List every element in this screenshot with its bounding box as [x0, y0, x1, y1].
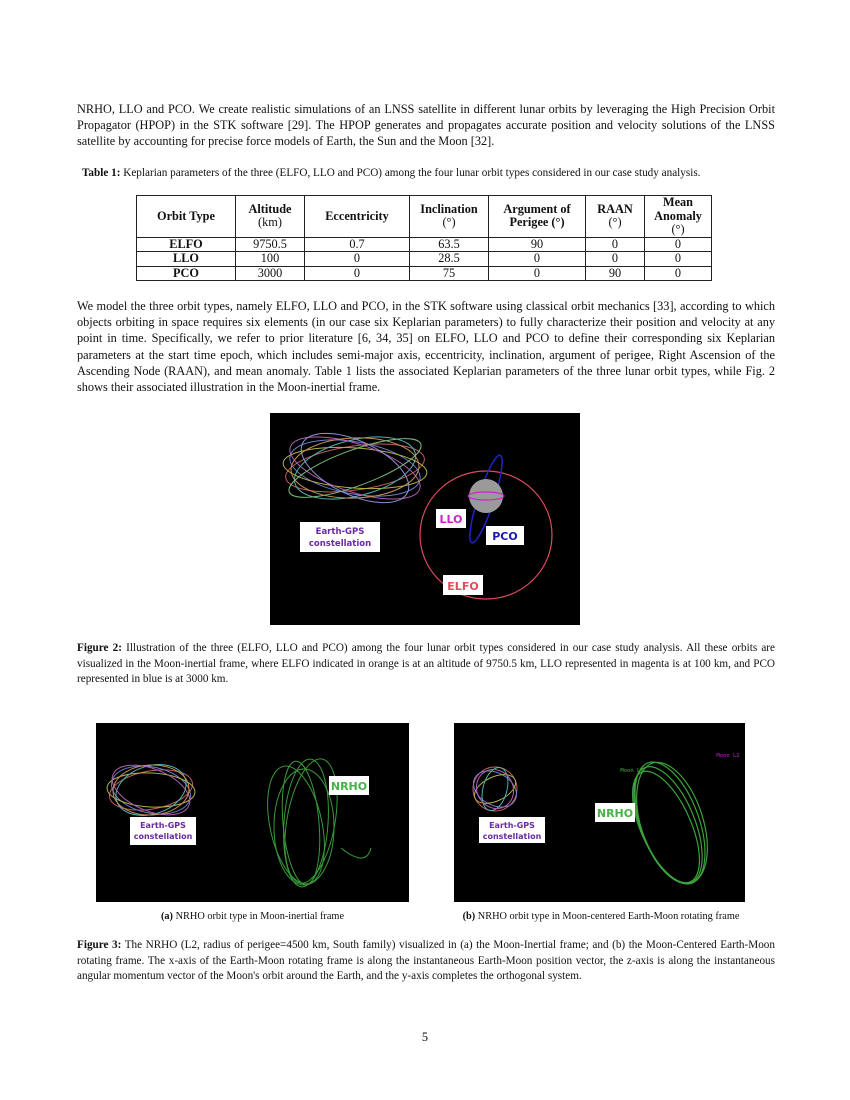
header-inclination: Inclination (°) — [410, 196, 489, 238]
intro-paragraph: NRHO, LLO and PCO. We create realistic simulations of an LNSS satellite in different lunar orbits by leveraging the High Precision Orbit Propagator (HPOP) in the STK software [29]. The HPOP generates and propagates accurate position and velocity solutions of the LNSS satellite by accounting for precise force models of Earth, the Sun and the Moon [32]. — [77, 102, 775, 149]
cell: 0 — [645, 266, 712, 281]
cell: 0 — [305, 266, 410, 281]
cell: 90 — [586, 266, 645, 281]
cell: 0.7 — [305, 237, 410, 252]
gps-orbit-cluster — [282, 419, 428, 517]
cell: 0 — [645, 237, 712, 252]
elfo-label: ELFO — [447, 580, 479, 593]
moon-l1-label: Moon L1 — [620, 768, 644, 774]
figure2-label: Figure 2: — [77, 642, 122, 654]
cell: 0 — [489, 266, 586, 281]
header-altitude: Altitude (km) — [236, 196, 305, 238]
gps-orbit-cluster — [467, 763, 523, 816]
header-argument-of-perigee: Argument of Perigee (°) — [489, 196, 586, 238]
moon — [469, 479, 503, 513]
cell: 28.5 — [410, 252, 489, 267]
nrho-label: NRHO — [596, 807, 634, 820]
figure2-caption-text: Illustration of the three (ELFO, LLO and PCO) among the four lunar orbit types considered in our case study analysis. All these orbits are visualized in the Moon-inertial frame, where ELFO indicated in orange is at an altitude of 9750.5 km, LLO represented in magenta is at 100 km, and PCO represented in blue is at 3000 km. — [77, 642, 775, 685]
figure3-caption — [77, 938, 775, 985]
header-orbit-type: Orbit Type — [137, 196, 236, 238]
figure3a-subcaption: (a) NRHO orbit type in Moon-inertial frame — [160, 911, 345, 922]
cell: 0 — [645, 252, 712, 267]
figure3-caption-text: The NRHO (L2, radius of perigee=4500 km, South family) visualized in (a) the Moon-Inertial frame; and (b) the Moon-Centered Earth-Moon rotating frame. The x-axis of the Earth-Moon rotating frame is along the instantaneous Earth-Moon position vector, the z-axis is along the instantaneous angular momentum vector of the Moon's orbit around the Earth, and the y-axis completes the orthogonal system. — [77, 939, 775, 982]
figure3b-subcaption: (b) NRHO orbit type in Moon-centered Earth-Moon rotating frame — [462, 911, 740, 922]
header-raan: RAAN (°) — [586, 196, 645, 238]
figure2-image — [270, 413, 580, 625]
nrho-orbit — [258, 755, 371, 889]
cell: 0 — [586, 237, 645, 252]
figure2-caption — [77, 641, 775, 688]
cell: 100 — [236, 252, 305, 267]
row-llo-type: LLO — [137, 252, 236, 267]
cell: 0 — [489, 252, 586, 267]
cell: 0 — [305, 252, 410, 267]
table-row — [137, 252, 712, 267]
table1-caption — [82, 166, 782, 182]
earth-gps-label-line2: constellation — [308, 539, 372, 549]
cell: 3000 — [236, 266, 305, 281]
cell: 0 — [586, 252, 645, 267]
earth-gps-label-line2: constellation — [482, 832, 542, 841]
page-number: 5 — [421, 1030, 429, 1044]
header-eccentricity: Eccentricity — [305, 196, 410, 238]
body-paragraph: We model the three orbit types, namely ELFO, LLO and PCO, in the STK software using classical orbit mechanics [33], according to which objects orbiting in space requires six elements (in our case six Keplarian parameters) to fully characterize their position and velocity at any point in time. Specifically, we refer to prior literature [6, 34, 35] on ELFO, LLO and PCO to define their corresponding six Keplarian parameters at the start time epoch, which includes semi-major axis, eccentricity, inclination, argument of perigee, Right Ascension of the Ascending Node (RAAN), and mean anomaly. Table 1 lists the associated Keplarian parameters of the three lunar orbit types, while Fig. 2 shows their associated illustration in the Moon-inertial frame. — [77, 299, 775, 395]
pco-label: PCO — [492, 530, 518, 543]
row-pco-type: PCO — [137, 266, 236, 281]
cell: 63.5 — [410, 237, 489, 252]
table-header-row — [137, 196, 712, 238]
keplarian-parameters-table — [136, 195, 712, 281]
table1-label: Table 1: — [82, 167, 121, 179]
row-elfo-type: ELFO — [137, 237, 236, 252]
moon-l2-label: Moon L2 — [716, 753, 740, 759]
gps-orbit-cluster — [105, 755, 197, 825]
earth-gps-label-line2: constellation — [133, 832, 193, 841]
figure3a-image — [96, 723, 409, 902]
table1-caption-text: Keplarian parameters of the three (ELFO, LLO and PCO) among the four lunar orbit types considered in our case study analysis. — [123, 167, 701, 179]
table-row — [137, 237, 712, 252]
cell: 90 — [489, 237, 586, 252]
earth-gps-label-line1: Earth-GPS — [140, 821, 186, 830]
figure3b-image — [454, 723, 745, 902]
earth-gps-label-line1: Earth-GPS — [489, 821, 535, 830]
earth-gps-label-line1: Earth-GPS — [315, 527, 365, 537]
table-row — [137, 266, 712, 281]
header-mean-anomaly: Mean Anomaly (°) — [645, 196, 712, 238]
figure3-label: Figure 3: — [77, 939, 122, 951]
cell: 75 — [410, 266, 489, 281]
nrho-label: NRHO — [330, 780, 368, 793]
cell: 9750.5 — [236, 237, 305, 252]
llo-label: LLO — [439, 513, 463, 526]
